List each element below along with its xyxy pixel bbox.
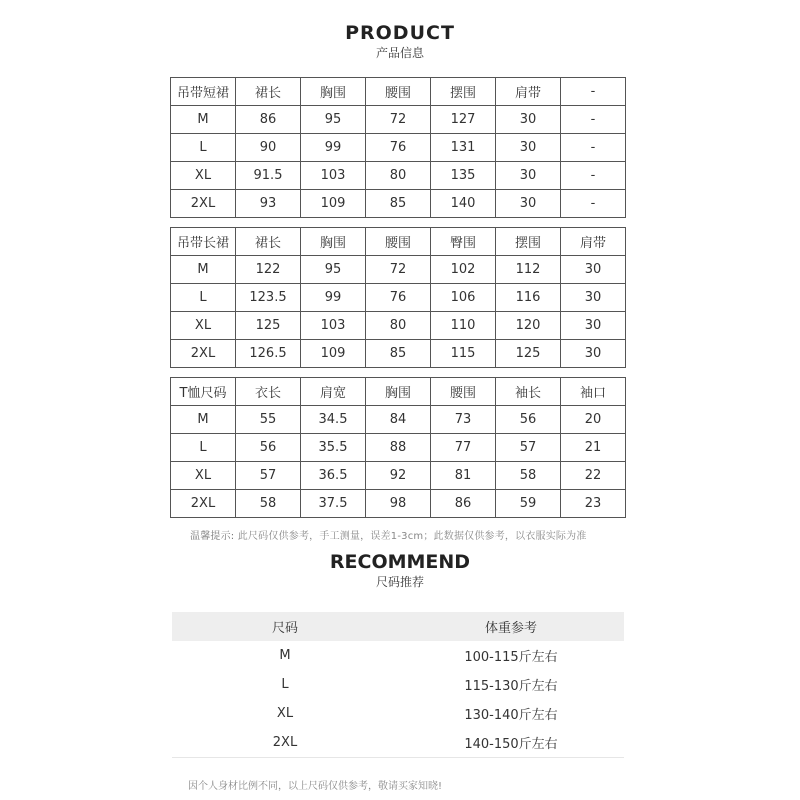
table-row xyxy=(171,490,626,518)
table-cell: 91.5 xyxy=(236,162,301,190)
table-header-cell: 袖口 xyxy=(561,378,626,406)
table-header-cell: 摆围 xyxy=(431,78,496,106)
table-cell: 85 xyxy=(366,190,431,218)
table-header-cell: 肩带 xyxy=(561,228,626,256)
table-header-cell: 胸围 xyxy=(301,78,366,106)
table-cell: 23 xyxy=(561,490,626,518)
table-cell: 106 xyxy=(431,284,496,312)
table-header-cell: - xyxy=(561,78,626,106)
table-header-row xyxy=(171,78,626,106)
table-cell: 37.5 xyxy=(301,490,366,518)
table-cell: 125 xyxy=(496,340,561,368)
recommend-header-weight: 体重参考 xyxy=(398,612,624,641)
table-cell: 22 xyxy=(561,462,626,490)
recommend-row xyxy=(172,728,624,758)
table-cell: 85 xyxy=(366,340,431,368)
recommend-size-cell: M xyxy=(279,648,291,663)
table-cell: 116 xyxy=(496,284,561,312)
table-cell: 92 xyxy=(366,462,431,490)
table-cell: 140 xyxy=(431,190,496,218)
table-cell: 57 xyxy=(236,462,301,490)
table-header-cell: 吊带长裙 xyxy=(171,228,236,256)
product-title: PRODUCT xyxy=(345,22,455,44)
table-row xyxy=(171,284,626,312)
size-table-long-dress xyxy=(170,227,626,368)
recommend-header-row xyxy=(172,612,624,641)
table-row xyxy=(171,106,626,134)
footer-note: 因个人身材比例不同，以上尺码仅供参考，敬请买家知晓! xyxy=(188,781,443,792)
table-header-cell: 吊带短裙 xyxy=(171,78,236,106)
table-header-cell: T恤尺码 xyxy=(171,378,236,406)
table-header-row xyxy=(171,228,626,256)
table-cell: 20 xyxy=(561,406,626,434)
table-cell: 30 xyxy=(561,340,626,368)
table-cell: 76 xyxy=(366,134,431,162)
table-row xyxy=(171,190,626,218)
table-cell: 34.5 xyxy=(301,406,366,434)
table-cell: 73 xyxy=(431,406,496,434)
table-cell: 56 xyxy=(236,434,301,462)
recommend-row xyxy=(172,670,624,699)
table-cell: 35.5 xyxy=(301,434,366,462)
table-row xyxy=(171,256,626,284)
note-label: 温馨提示: xyxy=(190,531,235,542)
table-row xyxy=(171,340,626,368)
table-header-cell: 臀围 xyxy=(431,228,496,256)
table-cell: 59 xyxy=(496,490,561,518)
table-cell: 30 xyxy=(496,134,561,162)
table-header-cell: 衣长 xyxy=(236,378,301,406)
table-cell: 30 xyxy=(496,162,561,190)
table-cell: 30 xyxy=(496,190,561,218)
recommend-header-size: 尺码 xyxy=(172,612,398,641)
table-row xyxy=(171,162,626,190)
recommend-size-cell: XL xyxy=(276,706,294,721)
table-header-cell: 裙长 xyxy=(236,78,301,106)
table-cell: 135 xyxy=(431,162,496,190)
table-cell: - xyxy=(561,162,626,190)
table-cell: 30 xyxy=(561,284,626,312)
table-cell: M xyxy=(171,406,236,434)
table-cell: 99 xyxy=(301,134,366,162)
table-cell: 80 xyxy=(366,162,431,190)
recommend-weight-cell: 100-115斤左右 xyxy=(464,650,558,665)
table-header-cell: 肩带 xyxy=(496,78,561,106)
recommend-size-cell: L xyxy=(281,677,289,692)
note-text: 此尺码仅供参考，手工测量，误差1-3cm；此数据仅供参考，以衣服实际为准 xyxy=(237,531,587,542)
table-cell: 122 xyxy=(236,256,301,284)
table-cell: 95 xyxy=(301,106,366,134)
table-header-cell: 裙长 xyxy=(236,228,301,256)
table-header-cell: 胸围 xyxy=(301,228,366,256)
table-cell: 58 xyxy=(496,462,561,490)
table-cell: 72 xyxy=(366,256,431,284)
size-table-short-dress xyxy=(170,77,626,218)
table-cell: XL xyxy=(171,462,236,490)
table-cell: 77 xyxy=(431,434,496,462)
table-header-cell: 胸围 xyxy=(366,378,431,406)
table-cell: 21 xyxy=(561,434,626,462)
table-cell: 36.5 xyxy=(301,462,366,490)
table-cell: 56 xyxy=(496,406,561,434)
recommend-title: RECOMMEND xyxy=(329,551,471,573)
recommend-subtitle: 尺码推荐 xyxy=(375,575,424,589)
table-header-row xyxy=(171,378,626,406)
recommend-weight-cell: 115-130斤左右 xyxy=(464,679,558,694)
recommend-row xyxy=(172,699,624,728)
size-table-tshirt xyxy=(170,377,626,518)
table-cell: 2XL xyxy=(171,490,236,518)
table-header-cell: 腰围 xyxy=(366,228,431,256)
table-header-cell: 肩宽 xyxy=(301,378,366,406)
table-cell: - xyxy=(561,134,626,162)
table-cell: 95 xyxy=(301,256,366,284)
product-subtitle: 产品信息 xyxy=(375,46,424,60)
table-cell: L xyxy=(171,284,236,312)
table-cell: 80 xyxy=(366,312,431,340)
table-cell: - xyxy=(561,106,626,134)
table-cell: 2XL xyxy=(171,340,236,368)
recommend-table xyxy=(172,612,624,758)
table-cell: L xyxy=(171,134,236,162)
table-row xyxy=(171,434,626,462)
table-cell: 84 xyxy=(366,406,431,434)
table-row xyxy=(171,406,626,434)
table-cell: XL xyxy=(171,162,236,190)
table-cell: 88 xyxy=(366,434,431,462)
table-cell: 57 xyxy=(496,434,561,462)
recommend-size-cell: 2XL xyxy=(172,728,398,758)
table-cell: 125 xyxy=(236,312,301,340)
table-header-cell: 腰围 xyxy=(431,378,496,406)
table-cell: 123.5 xyxy=(236,284,301,312)
table-cell: 110 xyxy=(431,312,496,340)
table-cell: - xyxy=(561,190,626,218)
table-cell: L xyxy=(171,434,236,462)
size-note xyxy=(190,527,587,542)
table-cell: 30 xyxy=(496,106,561,134)
table-cell: 120 xyxy=(496,312,561,340)
recommend-weight-cell: 140-150斤左右 xyxy=(398,728,624,758)
table-cell: 30 xyxy=(561,256,626,284)
table-cell: 81 xyxy=(431,462,496,490)
table-cell: 102 xyxy=(431,256,496,284)
table-cell: 2XL xyxy=(171,190,236,218)
table-cell: 30 xyxy=(561,312,626,340)
table-cell: 98 xyxy=(366,490,431,518)
table-cell: 109 xyxy=(301,340,366,368)
recommend-weight-cell: 130-140斤左右 xyxy=(464,708,558,723)
table-cell: 93 xyxy=(236,190,301,218)
table-cell: 103 xyxy=(301,162,366,190)
table-cell: 127 xyxy=(431,106,496,134)
table-cell: 103 xyxy=(301,312,366,340)
table-cell: 99 xyxy=(301,284,366,312)
table-cell: XL xyxy=(171,312,236,340)
table-cell: 55 xyxy=(236,406,301,434)
table-row xyxy=(171,312,626,340)
table-cell: 86 xyxy=(431,490,496,518)
table-cell: 58 xyxy=(236,490,301,518)
table-cell: 109 xyxy=(301,190,366,218)
table-cell: M xyxy=(171,256,236,284)
table-cell: 86 xyxy=(236,106,301,134)
table-cell: 115 xyxy=(431,340,496,368)
table-header-cell: 摆围 xyxy=(496,228,561,256)
table-row xyxy=(171,134,626,162)
table-header-cell: 袖长 xyxy=(496,378,561,406)
table-cell: M xyxy=(171,106,236,134)
table-header-cell: 腰围 xyxy=(366,78,431,106)
table-cell: 72 xyxy=(366,106,431,134)
table-cell: 76 xyxy=(366,284,431,312)
recommend-row xyxy=(172,641,624,670)
table-cell: 126.5 xyxy=(236,340,301,368)
table-cell: 131 xyxy=(431,134,496,162)
table-cell: 90 xyxy=(236,134,301,162)
table-cell: 112 xyxy=(496,256,561,284)
table-row xyxy=(171,462,626,490)
